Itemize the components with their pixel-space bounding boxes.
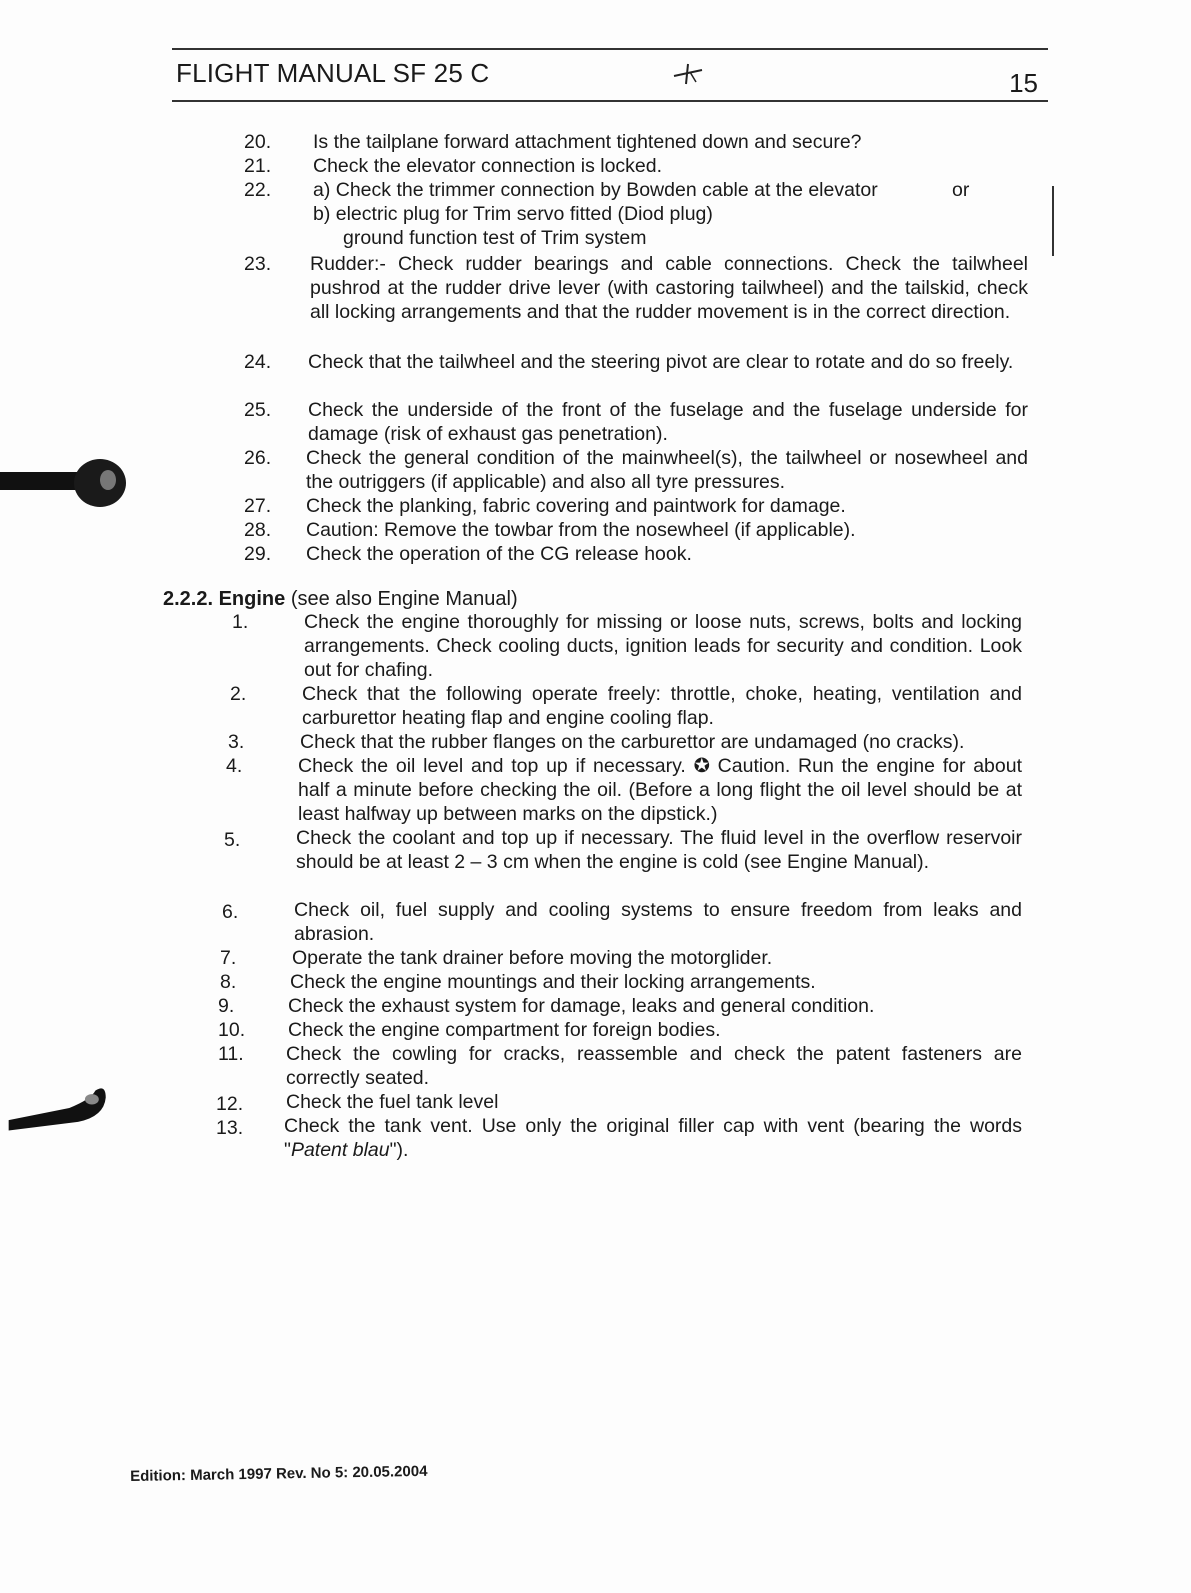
item-text: Check the planking, fabric covering and paintwork for damage. — [306, 495, 846, 517]
item-number: 20. — [244, 131, 272, 153]
list-item — [222, 610, 1022, 682]
item-text: Check the general condition of the mainwheel(s), the tailwheel or nosewheel and the outriggers (if applicable) and also all tyre pressures. — [306, 447, 1028, 493]
list-item — [218, 994, 1022, 1018]
item-number: 21. — [244, 155, 272, 177]
header-top-rule — [172, 48, 1048, 50]
item-number: 11. — [218, 1043, 244, 1065]
list-item — [222, 682, 1022, 730]
item-number: 26. — [244, 447, 272, 469]
engine-checklist — [216, 610, 1022, 1162]
checklist-continued — [244, 130, 1028, 566]
item-text — [284, 1114, 1022, 1162]
item-number: 8. — [220, 971, 237, 993]
list-item — [222, 730, 1022, 754]
item-number: 23. — [244, 253, 272, 275]
list-item — [222, 898, 1022, 946]
list-item — [244, 350, 1028, 398]
list-item — [244, 446, 1028, 494]
item-text: Check the elevator connection is locked. — [313, 155, 663, 177]
item-number: 4. — [226, 755, 243, 777]
item-text: Check the oil level and top up if necessary. ✪ Caution. Run the engine for about half a minute before checking the oil. (Before a long flight the oil level should be at least halfway up between marks on the dipstick.) — [298, 755, 1022, 825]
item-subline-b: b) electric plug for Trim servo fitted (Diod plug) — [313, 203, 713, 225]
item-number: 24. — [244, 351, 272, 373]
item-text — [313, 178, 1028, 250]
list-item — [222, 754, 1022, 826]
item-text: Check the coolant and top up if necessary. The fluid level in the overflow reservoir should be at least 2 – 3 cm when the engine is cold (see Engine Manual). — [296, 827, 1022, 873]
item-number: 25. — [244, 399, 272, 421]
list-item — [218, 1018, 1022, 1042]
item-number: 27. — [244, 495, 272, 517]
list-item — [222, 946, 1022, 970]
item-text-italic: Patent blau — [290, 1139, 390, 1161]
item-text: Check the underside of the front of the fuselage and the fuselage underside for damage (risk of exhaust gas penetration). — [308, 399, 1028, 445]
list-item — [244, 494, 1028, 518]
item-number: 5. — [224, 829, 241, 851]
item-text: Operate the tank drainer before moving the motorglider. — [292, 947, 773, 969]
list-item — [244, 154, 1028, 178]
item-number: 3. — [228, 731, 245, 753]
item-subline-a: a) Check the trimmer connection by Bowden cable at the elevator — [313, 179, 878, 201]
list-item — [222, 970, 1022, 994]
header-bottom-rule — [172, 100, 1048, 102]
list-item — [244, 178, 1028, 250]
item-text: Check the exhaust system for damage, leaks and general condition. — [288, 995, 875, 1017]
binder-clip-top — [0, 458, 130, 510]
revision-change-bar — [1052, 186, 1054, 256]
item-subline-b-detail: ground function test of Trim system — [343, 227, 647, 249]
item-text-part: Check the tank vent. Use only the original filler cap with vent (bearing the words " — [284, 1115, 1022, 1161]
list-item — [244, 130, 1028, 154]
item-text: Rudder:- Check rudder bearings and cable connections. Check the tailwheel pushrod at the rudder drive lever (with castoring tailwheel) and the tailskid, check all locking arrangements and that the rudder movement is in the correct direction. — [310, 253, 1028, 323]
item-text: Check that the following operate freely: throttle, choke, heating, ventilation and carburettor heating flap and engine cooling flap. — [302, 683, 1022, 729]
glider-logo-icon — [672, 62, 704, 86]
item-number: 1. — [232, 611, 249, 633]
item-text: Check the cowling for cracks, reassemble and check the patent fasteners are correctly seated. — [286, 1043, 1022, 1089]
manual-title: FLIGHT MANUAL SF 25 C — [176, 58, 490, 88]
item-text-part: "). — [389, 1139, 409, 1161]
list-item — [222, 826, 1022, 898]
item-text: Check that the tailwheel and the steering pivot are clear to rotate and do so freely. — [308, 351, 1014, 373]
list-item — [244, 398, 1028, 446]
item-text: Check oil, fuel supply and cooling systems to ensure freedom from leaks and abrasion. — [294, 899, 1022, 945]
item-text: Check the operation of the CG release hook. — [306, 543, 692, 565]
list-item — [244, 518, 1028, 542]
item-text: Check the engine thoroughly for missing or loose nuts, screws, bolts and locking arrangements. Check cooling ducts, ignition leads for security and condition. Look out for chafing. — [304, 611, 1022, 681]
section-title: 2.2.2. Engine — [163, 588, 286, 610]
page-header — [172, 48, 1048, 104]
item-text: Check that the rubber flanges on the carburettor are undamaged (no cracks). — [300, 731, 965, 753]
item-number: 13. — [216, 1117, 244, 1139]
or-word: or — [952, 179, 970, 201]
page-number: 15 — [1009, 68, 1038, 98]
item-text: Caution: Remove the towbar from the nosewheel (if applicable). — [306, 519, 856, 541]
item-text: Is the tailplane forward attachment tightened down and secure? — [313, 131, 862, 153]
list-item — [218, 1042, 1022, 1090]
item-number: 29. — [244, 543, 272, 565]
item-number: 10. — [218, 1019, 246, 1041]
list-item — [216, 1090, 1022, 1115]
item-number: 6. — [222, 901, 239, 923]
item-number: 9. — [218, 995, 235, 1017]
binder-clip-bottom — [0, 1082, 130, 1134]
item-number: 2. — [230, 683, 247, 705]
list-item — [216, 1114, 1022, 1162]
item-text: Check the fuel tank level — [286, 1091, 499, 1113]
item-text: Check the engine compartment for foreign bodies. — [288, 1019, 721, 1041]
section-note: (see also Engine Manual) — [285, 588, 518, 610]
item-number: 22. — [244, 179, 272, 201]
item-text: Check the engine mountings and their locking arrangements. — [290, 971, 816, 993]
section-heading — [163, 587, 518, 611]
page-footer: Edition: March 1997 Rev. No 5: 20.05.2004 — [130, 1462, 428, 1485]
item-number: 12. — [216, 1093, 244, 1115]
list-item — [244, 542, 1028, 566]
list-item — [244, 252, 1028, 348]
item-number: 28. — [244, 519, 272, 541]
item-number: 7. — [220, 947, 237, 969]
